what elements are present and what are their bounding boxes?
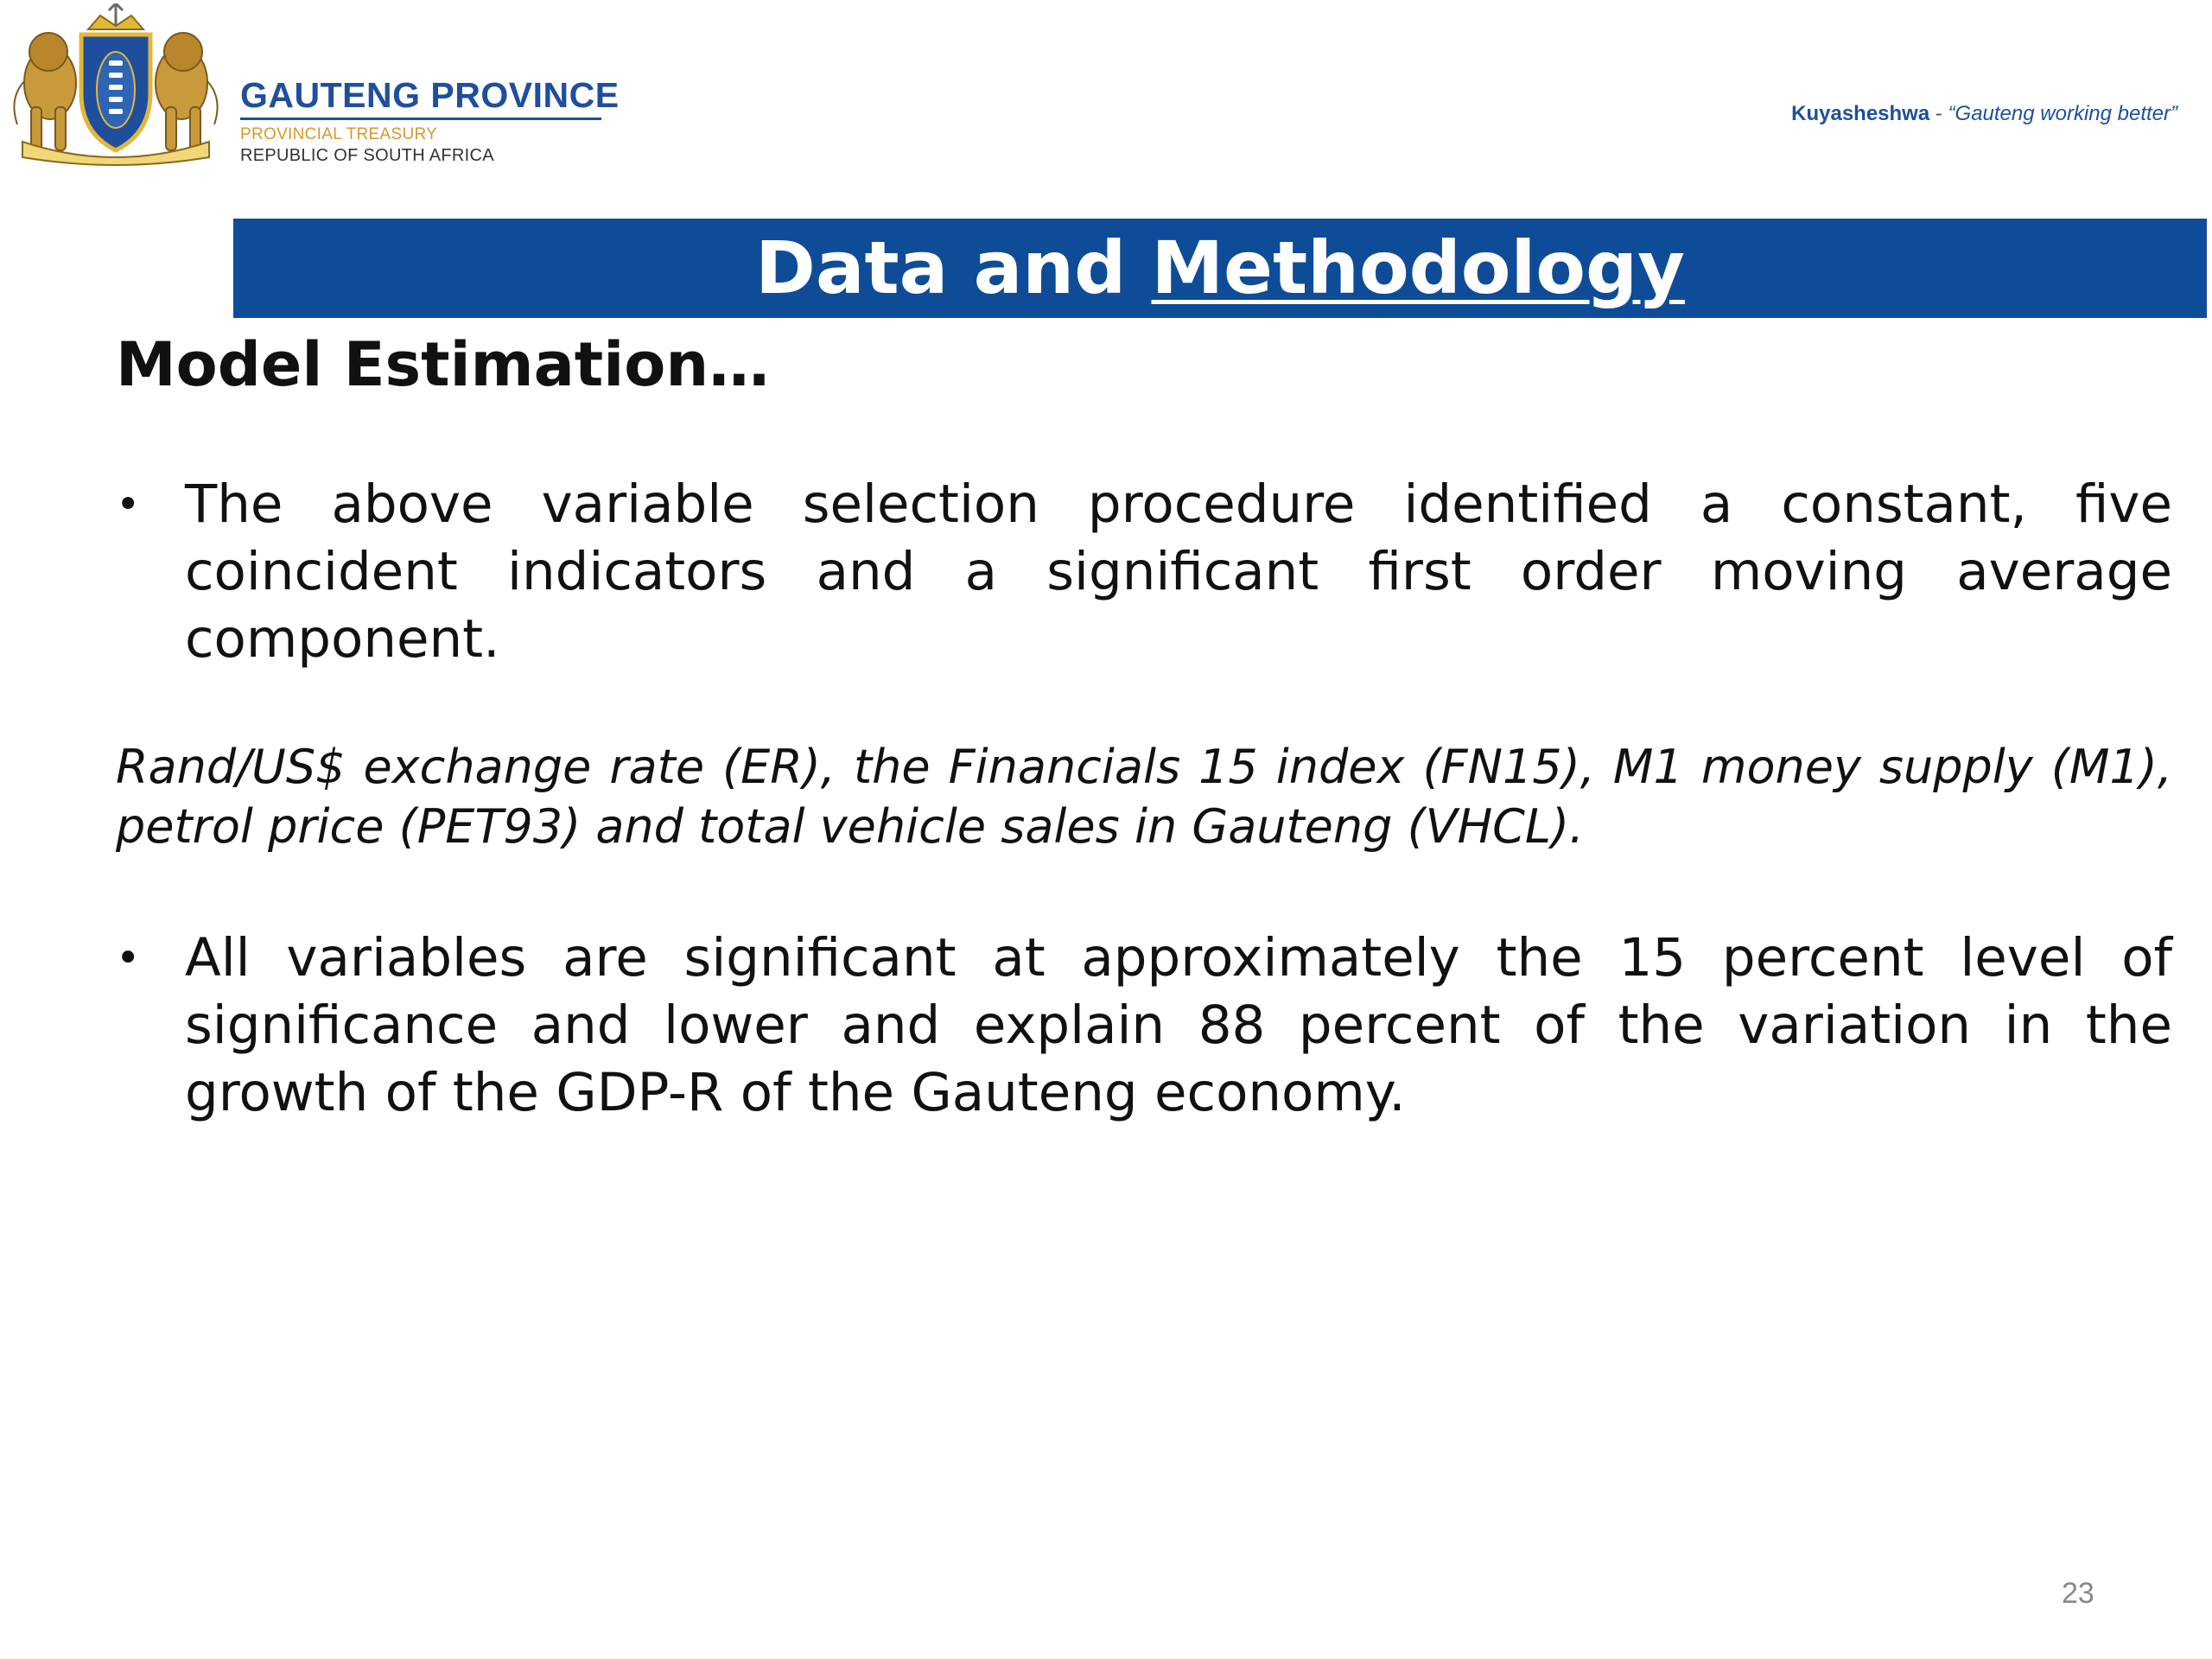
slide-header [0, 0, 2212, 190]
bullet-text: The above variable selection procedure identified a constant, five coincident indicators and a significant first order moving average component. [185, 474, 2172, 670]
department-name: PROVINCIAL TREASURY [240, 125, 438, 143]
tagline-brand: Kuyasheshwa [1791, 102, 1930, 125]
bullet-marker: • [116, 934, 141, 982]
bullet-item [116, 471, 2172, 673]
variables-note: Rand/US$ exchange rate (ER), the Financials 15 index (FN15), M1 money supply (M1), petrol price (PET93) and total vehicle sales in Gauteng (VHCL). [116, 740, 2172, 854]
slide-title-part1: Data and [755, 226, 1152, 310]
tagline-separator: - [1929, 102, 1948, 125]
bullet-item [116, 925, 2172, 1127]
slide-title-part2: Methodology [1151, 226, 1685, 310]
tagline-slogan: “Gauteng working better” [1948, 102, 2177, 125]
title-banner [233, 219, 2207, 318]
country-name: REPUBLIC OF SOUTH AFRICA [240, 146, 494, 165]
bullet-marker: • [116, 480, 141, 529]
section-subtitle: Model Estimation… [116, 329, 770, 400]
bullet-text: All variables are significant at approximately the 15 percent level of significance and lower and explain 88 percent of the variation in the growth of the GDP-R of the Gauteng economy. [185, 927, 2172, 1123]
slide-title [755, 226, 1685, 310]
tagline [1791, 102, 2177, 126]
org-name: GAUTENG PROVINCE [240, 75, 620, 115]
coat-of-arms-logo [5, 3, 226, 173]
org-name-rule [240, 118, 601, 120]
organization-block [240, 74, 620, 167]
page-number: 23 [2062, 1577, 2094, 1610]
